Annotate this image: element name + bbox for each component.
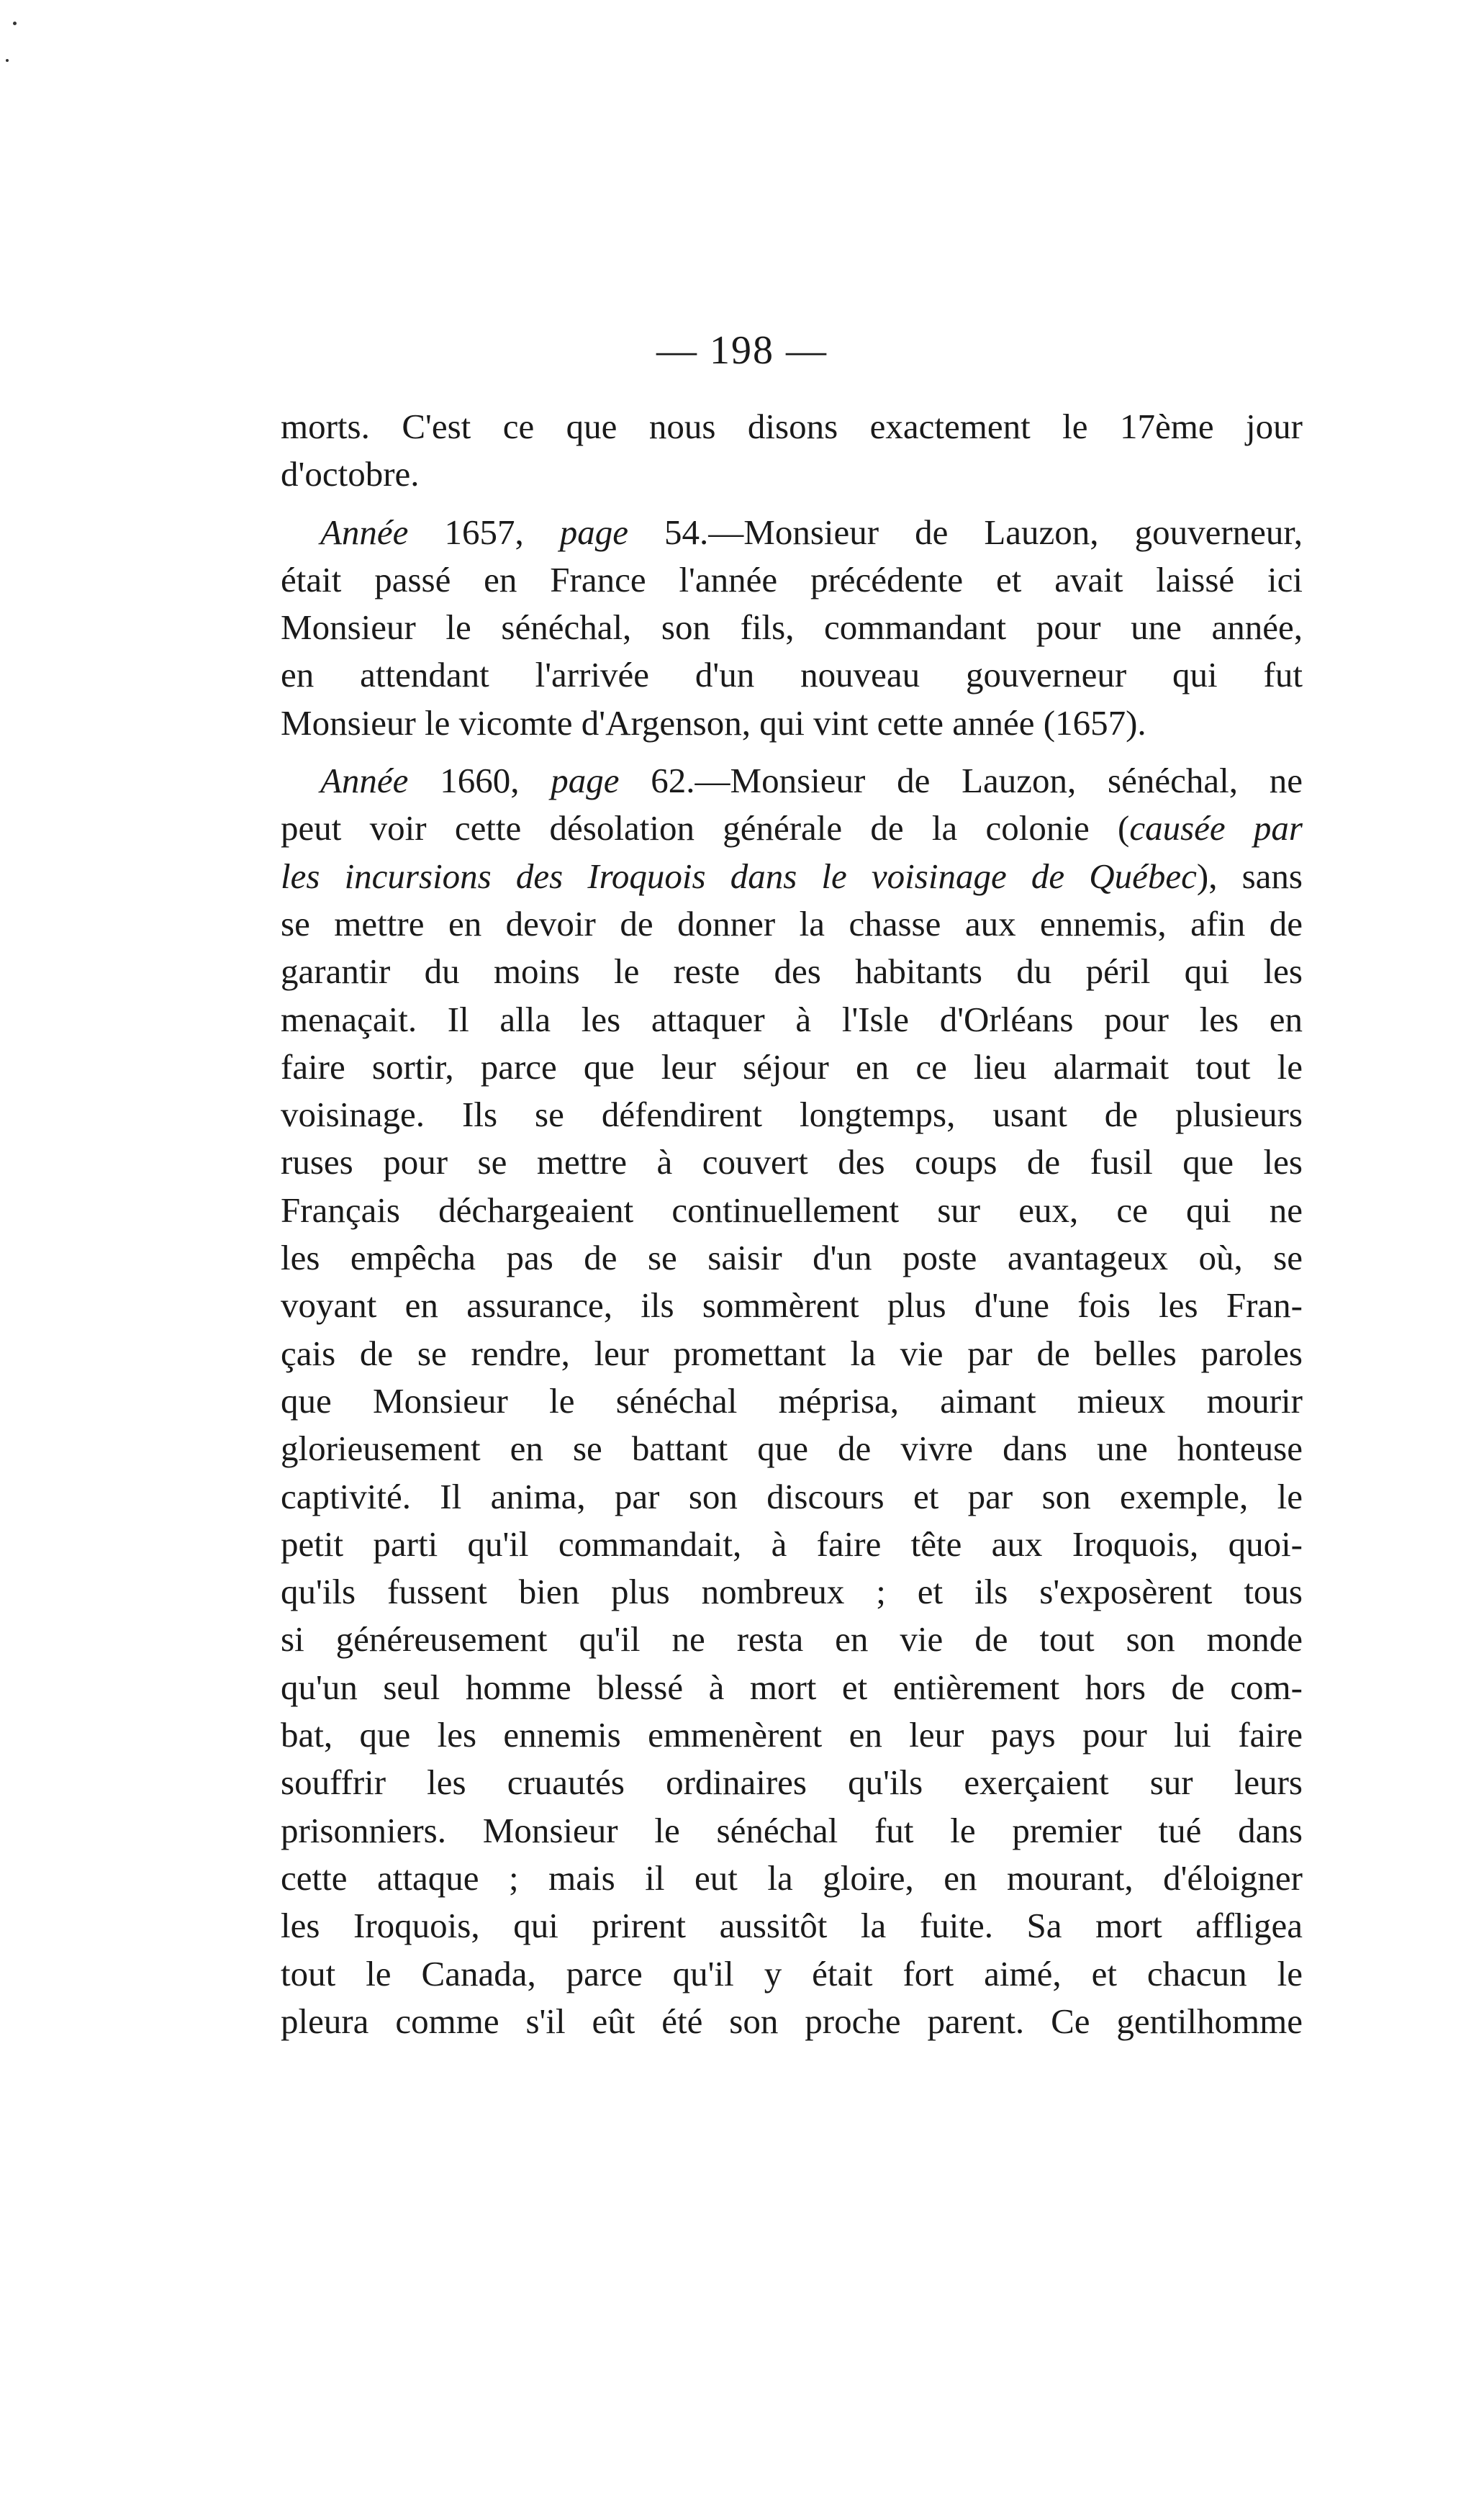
text-line: tout le Canada, parce qu'il y était fort aimé, et chacun le bbox=[281, 1953, 1303, 1993]
text-line: était passé en France l'année précédente et avait laissé ici bbox=[281, 559, 1303, 599]
text-line: les empêcha pas de se saisir d'un poste avantageux où, se bbox=[281, 1238, 1303, 1278]
text-line: les Iroquois, qui prirent aussitôt la fuite. Sa mort affligea bbox=[281, 1906, 1303, 1946]
text-line: cette attaque ; mais il eut la gloire, en mourant, d'éloigner bbox=[281, 1857, 1303, 1898]
text-line: souffrir les cruautés ordinaires qu'ils exerçaient sur leurs bbox=[281, 1762, 1303, 1803]
text-line: glorieusement en se battant que de vivre dans une honteuse bbox=[281, 1429, 1303, 1469]
text-line: çais de se rendre, leur promettant la vie par de belles paroles bbox=[281, 1333, 1303, 1373]
text-line: que Monsieur le sénéchal méprisa, aimant mieux mourir bbox=[281, 1380, 1303, 1421]
text-line: en attendant l'arrivée d'un nouveau gouverneur qui fut bbox=[281, 655, 1303, 695]
page-number: — 198 — bbox=[656, 328, 828, 373]
text-line: Monsieur le sénéchal, son fils, commandant pour une année, bbox=[281, 607, 1303, 648]
paragraph bbox=[281, 509, 1303, 747]
text-line: garantir du moins le reste des habitants du péril qui les bbox=[281, 951, 1303, 992]
body-text bbox=[281, 403, 1303, 2045]
text-line: d'octobre. bbox=[281, 454, 420, 494]
text-line: menaçait. Il alla les attaquer à l'Isle d'Orléans pour les en bbox=[281, 999, 1303, 1039]
text-line: si généreusement qu'il ne resta en vie de tout son monde bbox=[281, 1619, 1303, 1660]
scan-speck bbox=[13, 22, 17, 25]
text-line: Français déchargeaient continuellement sur eux, ce qui ne bbox=[281, 1190, 1303, 1230]
text-line: Monsieur le vicomte d'Argenson, qui vint cette année (1657). bbox=[281, 702, 1146, 743]
text-line: petit parti qu'il commandait, à faire tête aux Iroquois, quoi- bbox=[281, 1524, 1303, 1564]
text-line: peut voir cette désolation générale de la colonie (causée par bbox=[281, 808, 1303, 848]
text-line: Année 1657, page 54.—Monsieur de Lauzon, gouverneur, bbox=[320, 512, 1303, 552]
text-line: voisinage. Ils se défendirent longtemps, usant de plusieurs bbox=[281, 1095, 1303, 1135]
text-line: qu'ils fussent bien plus nombreux ; et ils s'exposèrent tous bbox=[281, 1572, 1303, 1612]
text-line: voyant en assurance, ils sommèrent plus d'une fois les Fran- bbox=[281, 1285, 1303, 1326]
text-line: bat, que les ennemis emmenèrent en leur pays pour lui faire bbox=[281, 1715, 1303, 1755]
text-line: pleura comme s'il eût été son proche parent. Ce gentilhomme bbox=[281, 2001, 1303, 2041]
text-line: ruses pour se mettre à couvert des coups de fusil que les bbox=[281, 1142, 1303, 1182]
text-line: faire sortir, parce que leur séjour en ce lieu alarmait tout le bbox=[281, 1046, 1303, 1087]
paragraph bbox=[281, 403, 1303, 499]
text-line: morts. C'est ce que nous disons exactement le 17ème jour bbox=[281, 407, 1303, 446]
text-line: se mettre en devoir de donner la chasse aux ennemis, afin de bbox=[281, 903, 1303, 943]
text-line: prisonniers. Monsieur le sénéchal fut le premier tué dans bbox=[281, 1810, 1303, 1850]
text-line: qu'un seul homme blessé à mort et entièrement hors de com- bbox=[281, 1667, 1303, 1707]
text-line: captivité. Il anima, par son discours et par son exemple, le bbox=[281, 1476, 1303, 1516]
paragraph bbox=[281, 757, 1303, 2045]
scan-speck bbox=[6, 59, 9, 62]
text-line: Année 1660, page 62.—Monsieur de Lauzon, sénéchal, ne bbox=[320, 761, 1303, 801]
text-line: les incursions des Iroquois dans le voisinage de Québec), sans bbox=[281, 856, 1303, 896]
